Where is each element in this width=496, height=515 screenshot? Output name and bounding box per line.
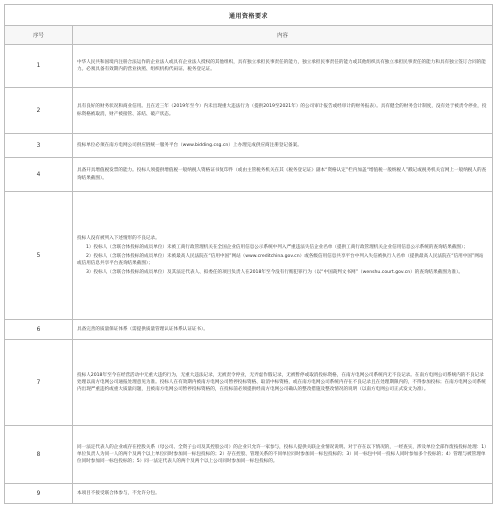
table-title-row bbox=[5, 5, 493, 26]
row-content bbox=[73, 88, 493, 134]
table-title: 通用资格要求 bbox=[5, 5, 493, 26]
table-row bbox=[5, 88, 493, 134]
table-row bbox=[5, 134, 493, 158]
table-row bbox=[5, 45, 493, 88]
row-number: 6 bbox=[5, 320, 73, 340]
header-content: 内容 bbox=[73, 26, 493, 45]
row-content bbox=[73, 426, 493, 484]
row-paragraph: 投标人2018年至今在经营活动中无重大违约行为，无重大违法记录，无被责令停业，无弄虚作假记录，无被暂停或取消投标资格，在南方电网公司系统内无不良记录。在南方电网公司系统内的不良记录处理以南方电网公司通报处理意见为准。投标人在有效期内被南方电网公司暂停投标资格、取消中标资格，或在南方电网公司系统内存在不良记录且在处理期限内的，不得参加投标；在南方电网公司系统内出现严重违约或重大质量问题，且被南方电网公司暂停投标资格的，在投标前必须提供经南方电网公司确认的整改措施及整改情况的说明（以南方电网公司正式发文为准）。 bbox=[77, 372, 486, 393]
row-content bbox=[73, 320, 493, 340]
row-paragraph: 中华人民共和国境内注册合法运作的企业法人或具有企业法人授权的其他组织，具有独立承担民事责任的能力，独立承担民事责任的能力或其他组织具有独立承担民事责任的能力和具有独立签订合同的能力。必须具备有效期内的营业执照、组织机构代码证、税务登记证。 bbox=[77, 59, 486, 72]
row-paragraph: 1）投标人（含联合体投标的成员单位）未被工商行政管理机关在全国企业信用信息公示系统中列入严重违法失信企业名单（提供工商行政管理机关企业信用信息公示系统的查询结果截图）； bbox=[86, 244, 468, 250]
row-content bbox=[73, 158, 493, 192]
row-content bbox=[73, 340, 493, 426]
table-row bbox=[5, 426, 493, 484]
row-number: 7 bbox=[5, 340, 73, 426]
row-number: 4 bbox=[5, 158, 73, 192]
row-content bbox=[73, 134, 493, 158]
row-paragraph: 具备开具增值税发票的能力。投标人须提供增值税一般纳税人资格证书复印件（或由主管税务机关在其《税务登记证》副本“资格认定”栏内加盖“增值税一般纳税人”戳记或税务机关官网上一般纳税人的查询结果截图）。 bbox=[77, 168, 487, 181]
table-row bbox=[5, 158, 493, 192]
row-number: 2 bbox=[5, 88, 73, 134]
row-paragraph: 2）投标人（含联合体投标的成员单位）未被最高人民法院在“信用中国”网站（www.creditchina.gov.cn）或各级信用信息共享平台中列入失信被执行人名单（提供最高人民法院在“信用中国”网站或信用信息共享平台查询结果截图）； bbox=[77, 253, 484, 267]
row-number: 1 bbox=[5, 45, 73, 88]
table-row bbox=[5, 484, 493, 504]
table-row bbox=[5, 192, 493, 320]
row-content bbox=[73, 484, 493, 504]
row-paragraph: 具备完善的质量保证体系（需提供质量管理认证体系认证证书）。 bbox=[77, 326, 208, 332]
requirements-table bbox=[4, 4, 493, 504]
row-paragraph: 同一法定代表人的企业或存在控股关系（母公司、全资子公司及其控股公司）的企业只允许一家参与，投标人提供关联企业情况说明。对于存在以下情况的，一经查实，涉及单位全部作废按投标处理：1）单位负责人为同一人的两个及两个以上单位同时参加同一标包投标的；2）存在控股、管理关系的不同单位同时参加同一标包投标的；3）同一标包中同一投标人同时参加多个投标的；4）管理与被管理单位同时参加同一标包投标的；5）同一法定代表人的两个及两个以上公司同时参加同一标包投标的。 bbox=[77, 444, 487, 465]
table-row bbox=[5, 340, 493, 426]
row-number: 3 bbox=[5, 134, 73, 158]
row-number: 8 bbox=[5, 426, 73, 484]
row-paragraph: 本项目不接受联合体参与，不允许分包。 bbox=[77, 490, 160, 496]
row-paragraph: 3）投标人（含联合体投标的成员单位）及其法定代表人、拟委任的项目负责人在2018年至今没有行贿犯罪行为（以“中国裁判文书网”（wenshu.court.gov.cn）的查询结果截图为准）。 bbox=[86, 270, 464, 276]
table-header-row bbox=[5, 26, 493, 45]
row-content bbox=[73, 45, 493, 88]
row-paragraph: 投标人没有被列入下述情形的不良记录。 bbox=[77, 235, 160, 241]
row-content bbox=[73, 192, 493, 320]
header-num: 序号 bbox=[5, 26, 73, 45]
row-number: 9 bbox=[5, 484, 73, 504]
row-paragraph: 投标单位必须在南方电网公司供应链统一服务平台（www.bidding.csg.cn）上办理完成供应商注册登记备案。 bbox=[77, 142, 302, 148]
table-row bbox=[5, 320, 493, 340]
row-paragraph: 具有良好的财务状况和商业信用。且在近三年（2019年至今）内未出现重大违法行为（提供2019至2021年）的公司审计报告或经审计的财务报表）。具有健全的财务会计制度，没有处于被责令停业，投标资格被取消，财产被接管、冻结、破产状态。 bbox=[77, 104, 487, 117]
row-number: 5 bbox=[5, 192, 73, 320]
